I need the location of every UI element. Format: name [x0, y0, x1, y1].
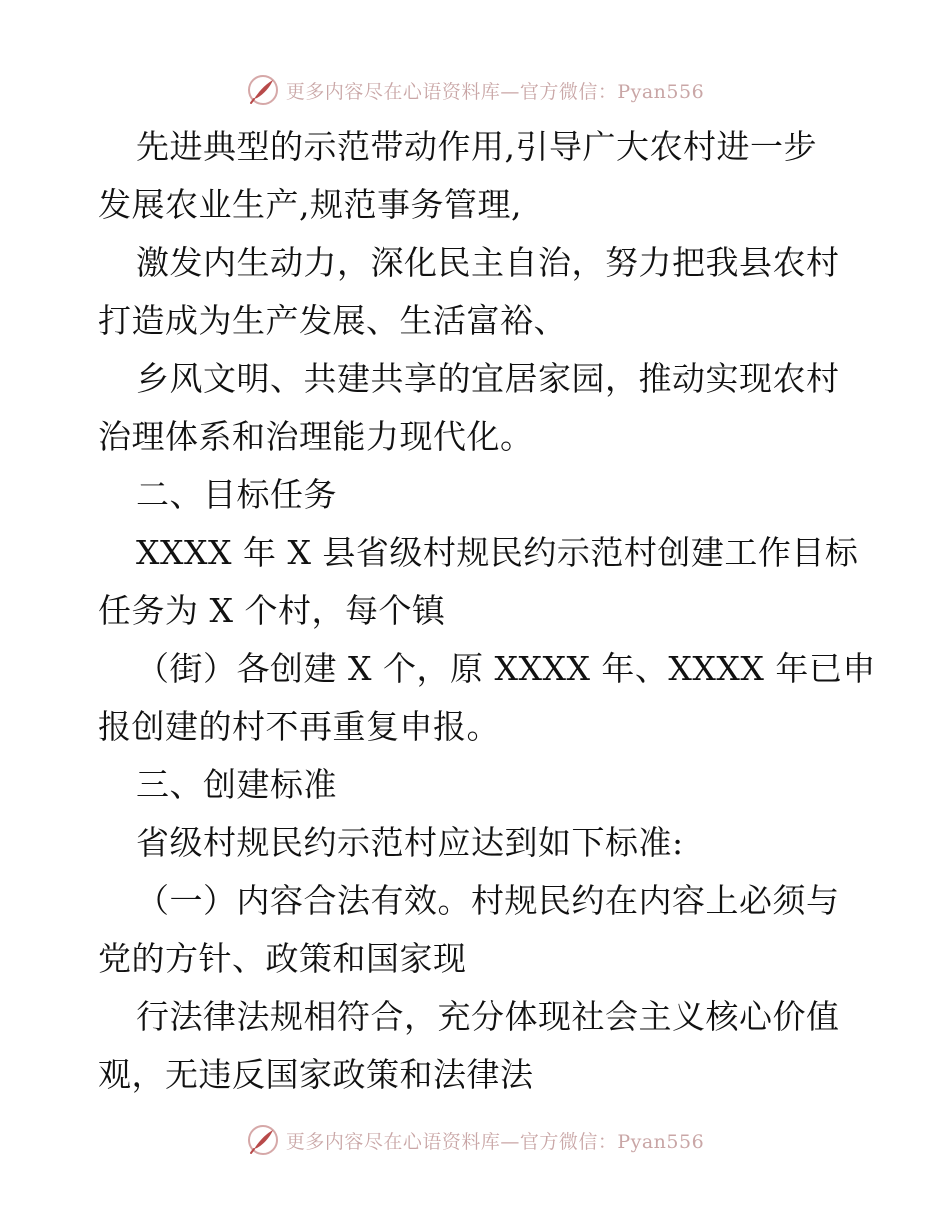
text-line: XXXX 年 X 县省级村规民约示范村创建工作目标: [136, 533, 859, 572]
header-watermark-text: 更多内容尽在心语资料库—官方微信：Pyan556: [285, 80, 705, 103]
text-line: 观，无违反国家政策和法律法: [98, 1055, 534, 1094]
quill-pen-icon: [246, 73, 280, 107]
text-line: 省级村规民约示范村应达到如下标准:: [136, 823, 684, 862]
section-heading: 三、创建标准: [136, 765, 337, 804]
text-line: 行法律法规相符合，充分体现社会主义核心价值: [136, 997, 840, 1036]
text-line: 报创建的村不再重复申报。: [98, 707, 500, 746]
footer-watermark-text: 更多内容尽在心语资料库—官方微信：Pyan556: [285, 1130, 705, 1153]
text-line: （一）内容合法有效。村规民约在内容上必须与: [136, 881, 840, 920]
text-line: 发展农业生产,规范事务管理,: [98, 185, 522, 224]
text-line: 任务为 X 个村，每个镇: [98, 591, 446, 630]
section-heading: 二、目标任务: [136, 475, 337, 514]
quill-pen-icon: [246, 1123, 280, 1157]
document-body: [98, 118, 876, 1104]
text-line: 打造成为生产发展、生活富裕、: [98, 301, 567, 340]
text-line: 党的方针、政策和国家现: [98, 939, 467, 978]
text-line: 激发内生动力，深化民主自治，努力把我县农村: [136, 243, 840, 282]
text-line: 先进典型的示范带动作用,引导广大农村进一步: [136, 127, 817, 166]
text-line: （街）各创建 X 个，原 XXXX 年、XXXX 年已申: [136, 649, 876, 688]
header-watermark: [0, 70, 950, 110]
text-line: 乡风文明、共建共享的宜居家园，推动实现农村: [136, 359, 840, 398]
text-line: 治理体系和治理能力现代化。: [98, 417, 534, 456]
footer-watermark: [0, 1120, 950, 1160]
